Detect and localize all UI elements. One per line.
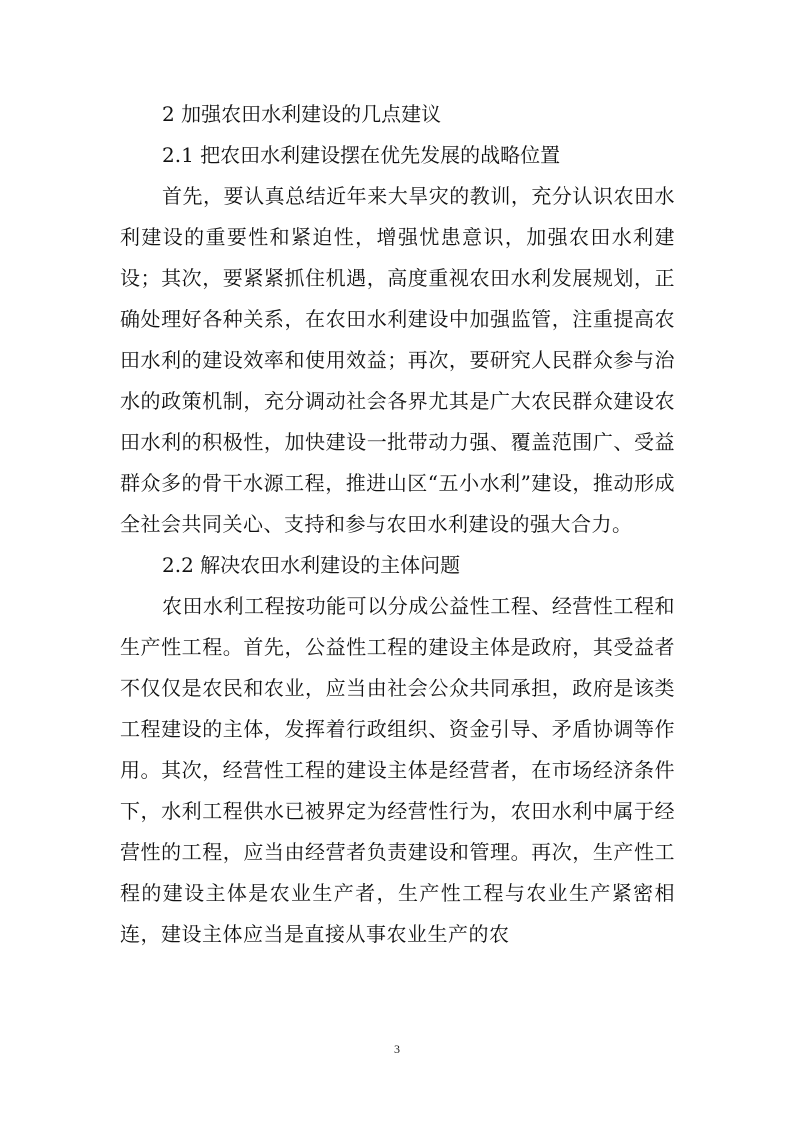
- subsection-heading-2-2: 2.2 解决农田水利建设的主体问题: [162, 553, 461, 577]
- page-number: 3: [394, 1042, 400, 1056]
- subsection-heading-2-1: 2.1 把农田水利建设摆在优先发展的战略位置: [162, 143, 561, 167]
- section-heading-2: 2 加强农田水利建设的几点建议: [162, 102, 442, 126]
- body-paragraph-1: 首先，要认真总结近年来大旱灾的教训，充分认识农田水利建设的重要性和紧迫性，增强忧患意识，加强农田水利建设；其次，要紧紧抓住机遇，高度重视农田水利发展规划，正确处理好各种关系，在农田水利建设中加强监管，注重提高农田水利的建设效率和使用效益；再次，要研究人民群众参与治水的政策机制，充分调动社会各界尤其是广大农民群众建设农田水利的积极性，加快建设一批带动力强、覆盖范围广、受益群众多的骨干水源工程，推进山区“五小水利”建设，推动形成全社会共同关心、支持和参与农田水利建设的强大合力。: [120, 184, 675, 536]
- body-paragraph-2: 农田水利工程按功能可以分成公益性工程、经营性工程和生产性工程。首先，公益性工程的建设主体是政府，其受益者不仅仅是农民和农业，应当由社会公众共同承担，政府是该类工程建设的主体，发挥着行政组织、资金引导、矛盾协调等作用。其次，经营性工程的建设主体是经营者，在市场经济条件下，水利工程供水已被界定为经营性行为，农田水利中属于经营性的工程，应当由经营者负责建设和管理。再次，生产性工程的建设主体是农业生产者，生产性工程与农业生产紧密相连，建设主体应当是直接从事农业生产的农: [120, 594, 675, 946]
- document-body: [120, 94, 675, 955]
